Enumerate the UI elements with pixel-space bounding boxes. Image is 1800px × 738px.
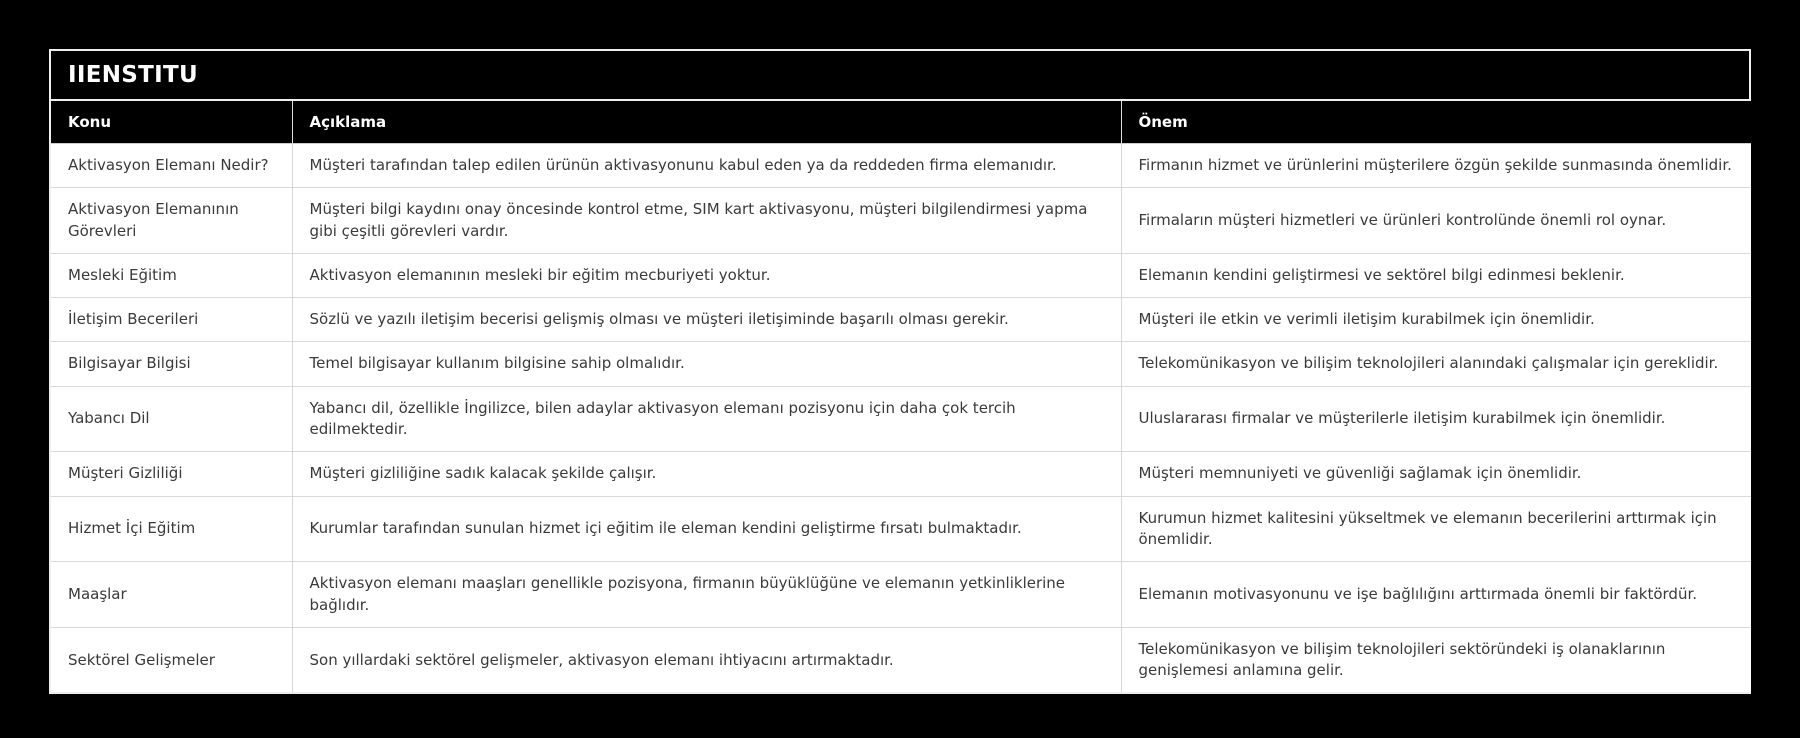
table-row (51, 298, 1751, 342)
cell-konu: Yabancı Dil (51, 386, 292, 452)
cell-onem: Elemanın kendini geliştirmesi ve sektörel bilgi edinmesi beklenir. (1121, 253, 1751, 297)
cell-onem: Kurumun hizmet kalitesini yükseltmek ve elemanın becerilerini arttırmak için önemlidir. (1121, 496, 1751, 562)
cell-aciklama: Kurumlar tarafından sunulan hizmet içi eğitim ile eleman kendini geliştirme fırsatı bulmaktadır. (292, 496, 1121, 562)
cell-konu: Sektörel Gelişmeler (51, 627, 292, 692)
cell-aciklama: Aktivasyon elemanı maaşları genellikle pozisyona, firmanın büyüklüğüne ve elemanın yetkinliklerine bağlıdır. (292, 562, 1121, 628)
table-header-row (51, 101, 1751, 144)
table-row (51, 188, 1751, 254)
cell-onem: Telekomünikasyon ve bilişim teknolojileri alanındaki çalışmalar için gereklidir. (1121, 342, 1751, 386)
cell-aciklama: Son yıllardaki sektörel gelişmeler, aktivasyon elemanı ihtiyacını artırmaktadır. (292, 627, 1121, 692)
table-row (51, 386, 1751, 452)
cell-onem: Telekomünikasyon ve bilişim teknolojileri sektöründeki iş olanaklarının genişlemesi anlamına gelir. (1121, 627, 1751, 692)
table-row (51, 496, 1751, 562)
cell-konu: Hizmet İçi Eğitim (51, 496, 292, 562)
cell-onem: Müşteri memnuniyeti ve güvenliği sağlamak için önemlidir. (1121, 452, 1751, 496)
cell-onem: Müşteri ile etkin ve verimli iletişim kurabilmek için önemlidir. (1121, 298, 1751, 342)
page-title: IIENSTITU (68, 62, 198, 88)
cell-konu: Aktivasyon Elemanının Görevleri (51, 188, 292, 254)
cell-aciklama: Sözlü ve yazılı iletişim becerisi gelişmiş olması ve müşteri iletişiminde başarılı olması gerekir. (292, 298, 1121, 342)
cell-onem: Firmanın hizmet ve ürünlerini müşterilere özgün şekilde sunmasında önemlidir. (1121, 144, 1751, 188)
table-row (51, 144, 1751, 188)
table-body (51, 144, 1751, 693)
cell-konu: Mesleki Eğitim (51, 253, 292, 297)
cell-aciklama: Aktivasyon elemanının mesleki bir eğitim mecburiyeti yoktur. (292, 253, 1121, 297)
table-frame (49, 49, 1751, 694)
cell-konu: Maaşlar (51, 562, 292, 628)
cell-aciklama: Müşteri tarafından talep edilen ürünün aktivasyonunu kabul eden ya da reddeden firma elemanıdır. (292, 144, 1121, 188)
cell-onem: Uluslararası firmalar ve müşterilerle iletişim kurabilmek için önemlidir. (1121, 386, 1751, 452)
table-row (51, 253, 1751, 297)
table-header (51, 101, 1751, 144)
info-table (51, 101, 1751, 692)
cell-konu: Müşteri Gizliliği (51, 452, 292, 496)
title-bar (51, 51, 1749, 101)
table-row (51, 452, 1751, 496)
cell-onem: Firmaların müşteri hizmetleri ve ürünleri kontrolünde önemli rol oynar. (1121, 188, 1751, 254)
cell-onem: Elemanın motivasyonunu ve işe bağlılığını arttırmada önemli bir faktördür. (1121, 562, 1751, 628)
table-row (51, 342, 1751, 386)
cell-aciklama: Temel bilgisayar kullanım bilgisine sahip olmalıdır. (292, 342, 1121, 386)
column-header-onem: Önem (1121, 101, 1751, 144)
cell-konu: İletişim Becerileri (51, 298, 292, 342)
column-header-konu: Konu (51, 101, 292, 144)
column-header-aciklama: Açıklama (292, 101, 1121, 144)
cell-konu: Aktivasyon Elemanı Nedir? (51, 144, 292, 188)
cell-aciklama: Müşteri bilgi kaydını onay öncesinde kontrol etme, SIM kart aktivasyonu, müşteri bilgilendirmesi yapma gibi çeşitli görevleri vardır. (292, 188, 1121, 254)
cell-aciklama: Yabancı dil, özellikle İngilizce, bilen adaylar aktivasyon elemanı pozisyonu için daha çok tercih edilmektedir. (292, 386, 1121, 452)
table-row (51, 627, 1751, 692)
cell-konu: Bilgisayar Bilgisi (51, 342, 292, 386)
table-row (51, 562, 1751, 628)
cell-aciklama: Müşteri gizliliğine sadık kalacak şekilde çalışır. (292, 452, 1121, 496)
